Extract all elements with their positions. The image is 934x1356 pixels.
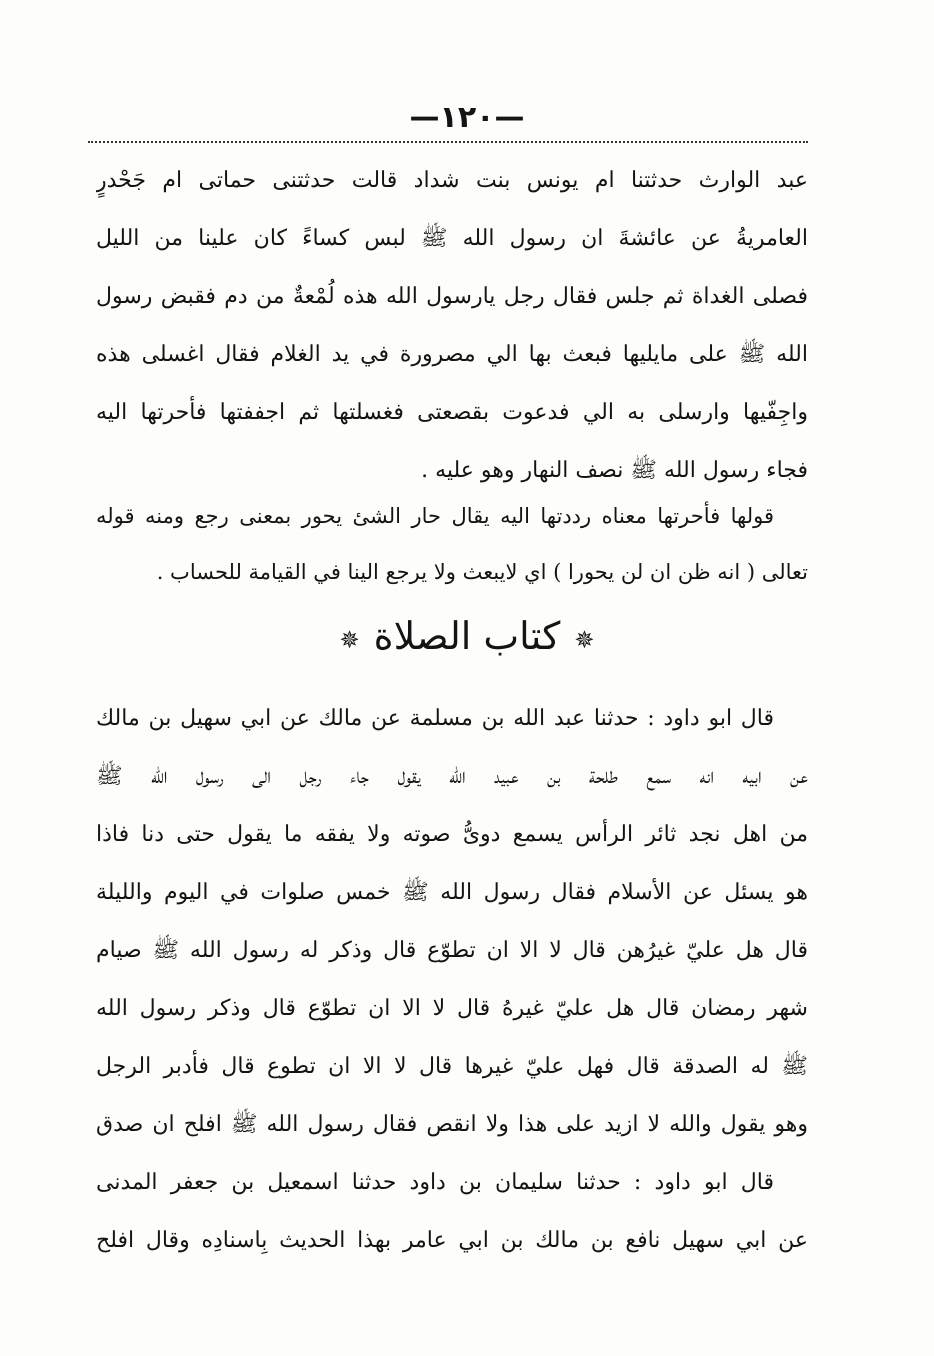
star-ornament-icon: ✵ (339, 625, 360, 654)
page-number: —١٢٠— (409, 100, 525, 135)
text-line: عن ابي سهيل نافع بن مالك بن ابي عامر بهذا الحديث بِاسنادِه وقال افلح (96, 1228, 808, 1253)
text-line: قال ابو داود : حدثنا عبد الله بن مسلمة عن مالك عن ابي سهيل بن مالك (96, 706, 774, 731)
chapter-heading (0, 606, 934, 670)
text-line: شهر رمضان قال هل عليّ غيرهُ قال لا الا ان تطوّع قال وذكر رسول الله (96, 996, 808, 1021)
chapter-title: كتاب الصلاة (373, 614, 561, 658)
hadith-block-1 (96, 152, 808, 500)
text-line: عبد الوارث حدثتنا ام يونس بنت شداد قالت حدثتنى حماتى ام جَحْدرٍ (96, 168, 808, 193)
header-dotted-rule (88, 141, 808, 143)
text-line: من اهل نجد ثائر الرأس يسمع دوىُّ صوته ولا يفقه ما يقول حتى دنا فاذا (96, 822, 808, 847)
text-line: الله ﷺ على مايليها فبعث بها الي مصرورة في يد الغلام فقال اغسلى هذه (96, 342, 808, 367)
hadith-block-2 (96, 690, 808, 1270)
text-line: العامريةُ عن عائشةَ ان رسول الله ﷺ لبس كساءً كان علينا من الليل (96, 226, 808, 251)
text-line: هو يسئل عن الأسلام فقال رسول الله ﷺ خمس صلوات في اليوم والليلة (96, 880, 808, 905)
text-line: فجاء رسول الله ﷺ نصف النهار وهو عليه . (421, 458, 808, 483)
text-line: قال هل عليّ غيرُهن قال لا الا ان تطوّع قال وذكر له رسول الله ﷺ صيام (96, 938, 808, 963)
text-line: واجِفّيها وارسلى به الي فدعوت بقصعتى فغسلتها ثم اجففتها فأحرتها اليه (96, 400, 808, 425)
text-line: ﷺ له الصدقة قال فهل عليّ غيرها قال لا الا ان تطوع قال فأدبر الرجل (96, 1054, 808, 1079)
star-ornament-icon: ✵ (574, 625, 595, 654)
text-line: وهو يقول والله لا ازيد على هذا ولا انقص فقال رسول الله ﷺ افلح ان صدق (96, 1112, 808, 1137)
text-line: تعالى ( انه ظن ان لن يحورا ) اي لايبعث ولا يرجع الينا في القيامة للحساب . (156, 560, 808, 584)
text-line: قولها فأحرتها معناه رددتها اليه يقال حار الشئ يحور بمعنى رجع ومنه قوله (96, 504, 774, 528)
text-line: عن ابيه انه سمع طلحة بن عبيد الله يقول جاء رجل الى رسول الله ﷺ (96, 764, 808, 789)
text-line: قال ابو داود : حدثنا سليمان بن داود حدثنا اسمعيل بن جعفر المدنى (96, 1170, 774, 1195)
text-line: فصلى الغداة ثم جلس فقال رجل يارسول الله هذه لُمْعةٌ من دم فقبض رسول (96, 284, 808, 309)
explanation-block (96, 488, 808, 600)
